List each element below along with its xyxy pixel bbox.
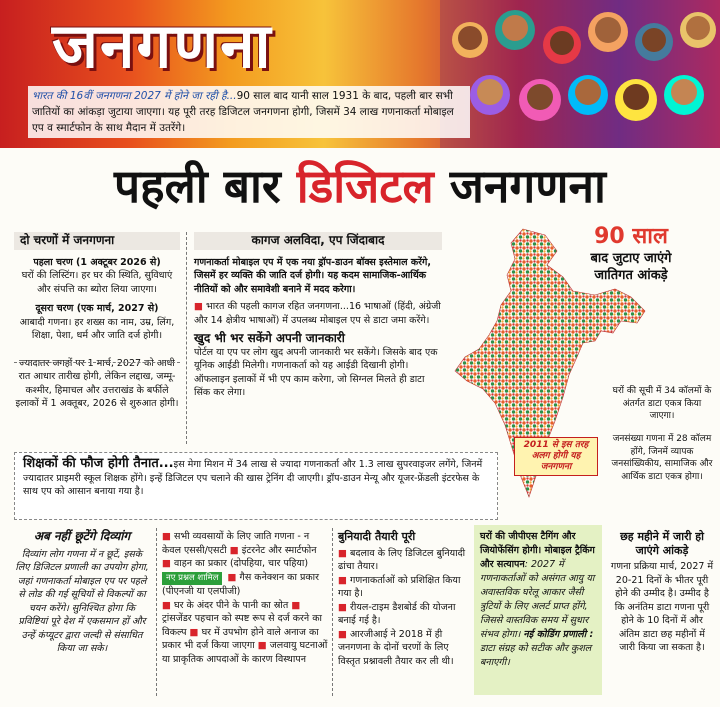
prep-dashboard: रीयल-टाइम डैशबोर्ड की योजना बनाई गई है। [338, 601, 456, 626]
intro-paragraph [28, 86, 470, 138]
banner [0, 0, 720, 148]
phase2-label: दूसरा चरण (एक मार्च, 2027 से) [35, 303, 159, 314]
bullet-icon: ■ [162, 558, 171, 569]
paper-goodbye-para: गणनाकर्ता मोबाइल एप में एक नया ड्रॉप-डाउन बॉक्स इस्तेमाल करेंगे, जिसमें हर व्यक्ति की जाति दर्ज होगी। यह कदम सामाजिक-आर्थिक नीतियों को और समावेशी बनाने में मदद करेगा। [194, 256, 431, 295]
question-gas: गैस कनेक्शन का प्रकार [239, 571, 319, 583]
two-phases-title: दो चरणों में जनगणना [14, 232, 180, 250]
dates-text: ज्यादातर जगहों पर 1 मार्च, 2027 को आधी रात आधार तारीख होगी, लेकिन लद्दाख, जम्मू-कश्मीर, हिमाचल और उत्तराखंड के बर्फीले इलाकों में 1 अक्तूबर, 2026 से शुरुआत होगी। [15, 357, 179, 409]
divyang-section [14, 530, 150, 656]
question-water: घर के अंदर पीने के पानी का स्रोत [174, 599, 289, 611]
self-fill-text: पोर्टल या एप पर लोग खुद अपनी जानकारी भर सकेंगे। जिसके बाद एक यूनिक आईडी मिलेगी। गणनाकर्ता को यह आईडी दिखानी होगी। ऑफलाइन इलाकों में भी एप काम करेगा, जो सिग्नल मिलते ही डाटा सिंक कर लेगा। [194, 346, 438, 398]
bullet-icon: ■ [338, 601, 347, 613]
question-grain: घर में उपभोग होने वाले अनाज का प्रकार भी दर्ज किया जाएगा [162, 626, 319, 651]
teachers-head: शिक्षकों की फौज होगी तैनात... [23, 456, 174, 471]
question-displacement: जलवायु घटनाओं या प्राकृतिक आपदाओं के कारण विस्थापन [162, 640, 328, 665]
teachers-text: इस मेगा मिशन में 34 लाख से ज्यादा गणनाकर्ता और 1.3 लाख सुपरवाइजर लगेंगे, जिनमें ज्यादातर प्राइमरी स्कूल शिक्षक होंगे। इन्हें डिजिटल एप चलाने की खास ट्रेनिंग दी जाएगी। ड्रॉप-डाउन मेन्यू और यूजर-फ्रेंडली इंटरफेस के साथ एप को आसान बनाया गया है। [23, 459, 483, 497]
question-gas-type: (पीएनजी या एलपीजी) [162, 586, 241, 597]
ninety-years-callout [556, 224, 706, 284]
masthead-title: जनगणना [52, 9, 273, 82]
basic-prep-section [338, 530, 468, 668]
ninety-years-line1: बाद जुटाए जाएंगे [590, 251, 672, 266]
headline-part3: जनगणना [449, 159, 606, 213]
ninety-years-line2: जातिगत आंकड़े [594, 268, 668, 283]
phase1-label: पहला चरण (1 अक्टूबर 2026 से) [33, 256, 161, 268]
new-questions-section [162, 530, 328, 666]
gps-tagging-box [474, 525, 602, 695]
intro-body: 90 साल बाद यानी साल 1931 के बाद, पहली बार सभी जातियों का आंकड़ा जुटाया जाएगा। यह पूरी तरह डिजिटल जनगणना होगी, जिसमें 34 लाख गणनाकर्ता मोबाइल एप व स्मार्टफोन के साथ मैदान में उतरेंगे। [32, 90, 454, 134]
two-phases-section [14, 232, 180, 411]
phase1-text: घरों की लिस्टिंग। हर घर की स्थिति, सुविधाएं और संपत्ति का ब्योरा लिया जाएगा। [21, 270, 173, 295]
bullet-icon: ■ [162, 599, 171, 611]
divyang-title: अब नहीं छूटेंगे दिव्यांग [33, 529, 131, 543]
population-columns-note: जनसंख्या गणना में 28 कॉलम होंगे, जिनमें व्यापक जनसांख्यिकीय, सामाजिक और आर्थिक डाटा एकत्र होगा। [611, 434, 713, 482]
bullet-icon: ■ [227, 571, 237, 583]
question-vehicle: वाहन का प्रकार (दोपहिया, चार पहिया) [174, 558, 309, 569]
question-internet: इंटरनेट और स्मार्टफोन [241, 544, 317, 556]
divider [14, 362, 180, 363]
divyang-text: दिव्यांग लोग गणना में न छूटें, इसके लिए डिजिटल प्रणाली का उपयोग होगा, जहां गणनाकर्ता मोबाइल एप पर पहले से लोड की गई सूचियों से विकल्पों का चयन करेंगे। सुनिश्चित होगा कि प्रविष्टियां पूरे देश में एकसमान हों और उन्हें कंप्यूटर द्वारा जल्दी से संसाधित किया जा सके। [15, 548, 149, 654]
paper-goodbye-title: कागज अलविदा, एप जिंदाबाद [194, 232, 442, 250]
new-questions-pill: नए प्रश्नल शामिल [162, 572, 222, 586]
bullet-icon: ■ [338, 574, 347, 586]
bullet-icon: ■ [229, 544, 239, 556]
houses-columns-note: घरों की सूची में 34 कॉलमों के अंतर्गत डाटा एकत्र किया जाएगा। [612, 386, 712, 421]
six-months-section [610, 530, 714, 655]
teachers-strip [14, 452, 498, 520]
coding-title: नई कोडिंग प्रणाली : [523, 629, 594, 640]
bullet-icon: ■ [162, 531, 171, 542]
headline-part1: पहली बार [114, 159, 281, 213]
bullet-icon: ■ [189, 626, 199, 638]
bullet-icon: ■ [257, 640, 267, 651]
six-months-text: गणना प्रक्रिया मार्च, 2027 में 20-21 दिनों के भीतर पूरी होने की उम्मीद है। उम्मीद है कि अनंतिम डाटा गणना पूरी होने के 10 दिनों में और अंतिम डाटा छह महीनों में जारी किया जा सकता है। [610, 561, 714, 653]
prep-infra: बदलाव के लिए डिजिटल बुनियादी ढांचा तैयार। [338, 547, 466, 572]
bullet-icon: ■ [291, 599, 301, 611]
bullet-icon: ■ [194, 301, 203, 312]
gps-text: में गणनाकर्ताओं को असंगत आयु या अवास्तविक घरेलू आकार जैसी त्रुटियों के लिए अलर्ट प्राप्त होंगे, जिससे वास्तविक समय में सुधार संभव होगा। [480, 559, 595, 640]
six-months-title: छह महीने में जारी हो जाएंगे आंकड़े [620, 530, 704, 557]
prep-questionnaire: आरजीआई ने 2018 में ही जनगणना के दोनों चरणों के लिए विस्तृत प्रश्नावली तैयार कर ली थी। [338, 628, 454, 667]
divider [186, 232, 187, 444]
main-headline [0, 150, 720, 222]
headline-part2: डिजिटल [296, 159, 434, 213]
divider [156, 528, 157, 696]
bullet-icon: ■ [338, 547, 347, 559]
paper-goodbye-bullet: भारत की पहली कागज रहित जनगणना...16 भाषाओं (हिंदी, अंग्रेजी और 14 क्षेत्रीय भाषाओं) में उपलब्ध मोबाइल एप से डाटा जमा करेंगे। [194, 301, 441, 326]
paper-goodbye-section [194, 232, 442, 400]
question-transgender: ट्रांसजेंडर पहचान को स्पष्ट रूप से दर्ज करने का विकल्प [162, 613, 322, 638]
gps-title: घरों की जीपीएस टैगिंग और जियोफेंसिंग होगी। मोबाइल ट्रैकिंग और सत्यापन [480, 531, 595, 570]
prep-training: गणनाकर्ताओं को प्रशिक्षित किया गया है। [338, 574, 461, 599]
phase2-text: आबादी गणना। हर शख्स का नाम, उम्र, लिंग, शिक्षा, पेशा, धर्म और जाति दर्ज होगी। [19, 316, 175, 341]
basic-prep-title: बुनियादी तैयारी पूरी [338, 530, 416, 543]
divider [332, 528, 333, 696]
self-fill-title: खुद भी भर सकेंगे अपनी जानकारी [194, 331, 345, 345]
intro-highlight: भारत की 16वीं जनगणना 2027 में होने जा रही है... [32, 90, 237, 102]
ninety-years-big: 90 साल [594, 224, 668, 249]
caste-all-text: सभी व्यवसायों के लिए जाति गणना - न केवल एससी/एसटी [162, 531, 310, 556]
bullet-icon: ■ [338, 628, 347, 640]
gps-year: : 2027 [524, 559, 556, 570]
crowd-illustration [440, 0, 720, 148]
coding-text: डाटा संग्रह को सटीक और कुशल बनाएगी। [480, 643, 592, 668]
map-tag: 2011 से इस तरह अलग होगी यह जनगणना [514, 437, 598, 476]
